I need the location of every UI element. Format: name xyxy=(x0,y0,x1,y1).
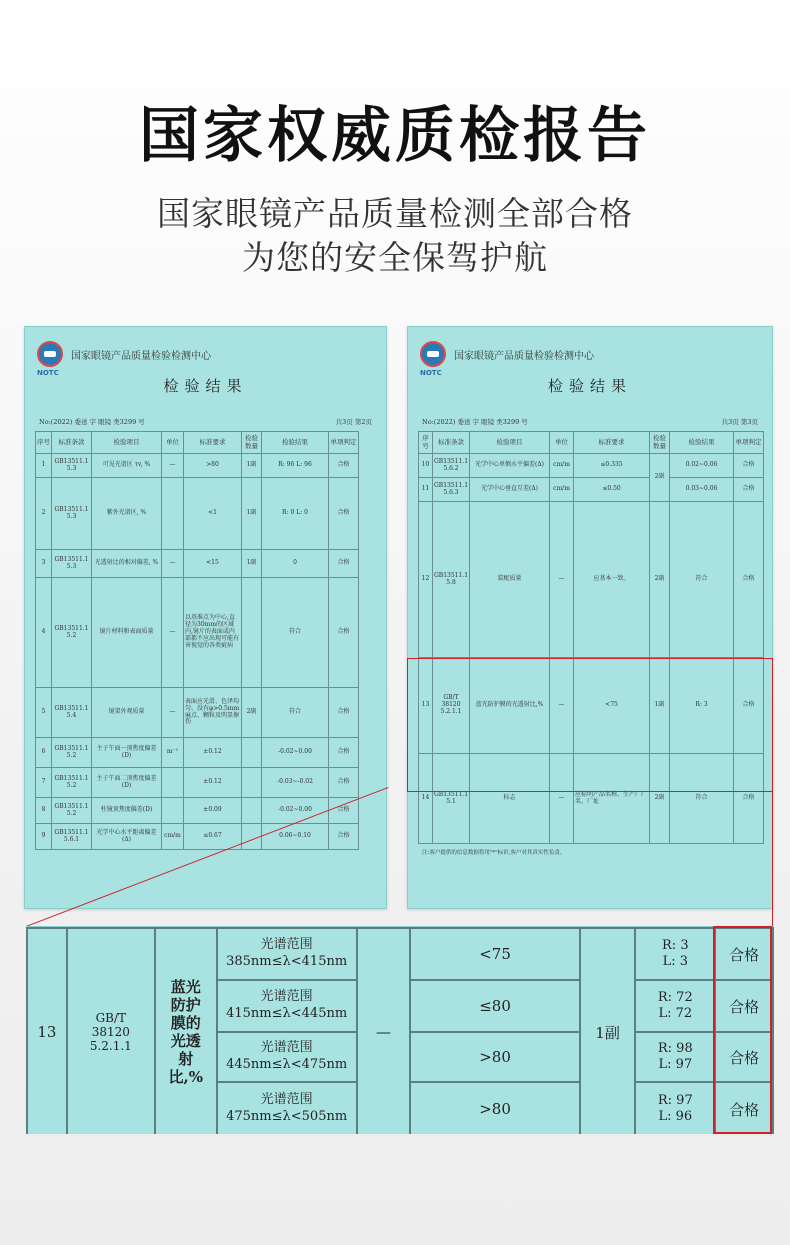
cell-unit: cm/m xyxy=(162,824,184,850)
result-r: R: 98 xyxy=(657,1040,693,1056)
cell-unit: cm/m xyxy=(550,454,574,478)
verdict-highlight-box xyxy=(713,926,772,1134)
cell-verdict: 合格 xyxy=(329,550,359,578)
zoom-req-3: >80 xyxy=(410,1032,579,1082)
cell-no: 12 xyxy=(419,502,433,658)
notc-logo-icon xyxy=(420,341,446,367)
table-row xyxy=(36,824,359,850)
table-row xyxy=(36,578,359,688)
cell-unit: — xyxy=(162,550,184,578)
table-row xyxy=(419,478,764,502)
cell-unit xyxy=(162,768,184,798)
zoom-result-2 xyxy=(635,980,715,1032)
zoomed-row-13 xyxy=(26,926,774,1134)
cell-verdict: 合格 xyxy=(329,578,359,688)
cell-req: 应标明产品名称、生产厂厂名、厂址 xyxy=(574,754,650,844)
report-ref: No:(2022) 委送 字 眼镜 类3299 号 xyxy=(422,418,528,426)
cell-item: 柱镜顶焦度偏差(D) xyxy=(92,798,162,824)
cell-unit: — xyxy=(550,754,574,844)
cell-unit: — xyxy=(550,658,574,754)
cell-no: 1 xyxy=(36,454,52,478)
range-value: 475nm≤λ<505nm xyxy=(226,1109,348,1124)
cell-no: 7 xyxy=(36,768,52,798)
subtitle-safety: 为您的安全保驾护航 xyxy=(242,238,548,277)
cell-result: 0.02~0.06 xyxy=(670,454,734,478)
col-no: 序号 xyxy=(36,432,52,454)
cell-item: 标志 xyxy=(470,754,550,844)
cell-no: 11 xyxy=(419,478,433,502)
table-row xyxy=(419,502,764,658)
cell-req: ±0.12 xyxy=(184,738,242,768)
col-clause: 标准条款 xyxy=(52,432,92,454)
notc-logo-icon xyxy=(37,341,63,367)
cell-no: 4 xyxy=(36,578,52,688)
cell-req: ≤0.335 xyxy=(574,454,650,478)
cell-clause: GB13511.1 5.6.2 xyxy=(433,454,470,478)
page-title: 国家权威质检报告 xyxy=(139,101,651,171)
table-row xyxy=(36,478,359,550)
cell-clause: GB13511.1 5.6.1 xyxy=(52,824,92,850)
cell-item: 紫外光谱区, % xyxy=(92,478,162,550)
col-item: 检验项目 xyxy=(470,432,550,454)
cell-qty xyxy=(242,738,262,768)
zoom-req-4: >80 xyxy=(410,1082,579,1134)
cell-result: R: 3 xyxy=(670,658,734,754)
connector-line-vertical xyxy=(772,658,773,926)
cell-verdict: 合格 xyxy=(329,688,359,738)
col-qty: 检验数量 xyxy=(242,432,262,454)
page-number: 共3页 第2页 xyxy=(335,418,372,426)
zoom-cell-no: 13 xyxy=(27,928,67,1134)
zoom-cell-clause: GB/T 38120 5.2.1.1 xyxy=(67,928,155,1134)
cell-req: ±0.12 xyxy=(184,768,242,798)
cell-verdict: 合格 xyxy=(734,754,764,844)
result-r: R: 3 xyxy=(662,937,689,953)
center-name: 国家眼镜产品质量检验检测中心 xyxy=(71,350,211,362)
zoom-cell-item: 蓝光防护膜的光透射比,% xyxy=(155,928,217,1134)
cell-item: 蓝光防护膜的光透射比,% xyxy=(470,658,550,754)
col-req: 标准要求 xyxy=(184,432,242,454)
cell-qty: 2副 xyxy=(242,688,262,738)
cell-qty: 2副 xyxy=(650,502,670,658)
cell-verdict: 合格 xyxy=(734,502,764,658)
range-title: 光谱范围 xyxy=(260,1092,313,1108)
cell-qty: 1副 xyxy=(242,454,262,478)
cell-result: 符合 xyxy=(262,578,329,688)
zoom-result-3 xyxy=(635,1032,715,1082)
cell-qty xyxy=(242,768,262,798)
page-number: 共3页 第3页 xyxy=(721,418,758,426)
cell-clause: GB13511.1 5.8 xyxy=(433,502,470,658)
cell-req: <1 xyxy=(184,478,242,550)
cell-result: R: 0 L: 0 xyxy=(262,478,329,550)
zoom-cell-unit: — xyxy=(357,928,411,1134)
cell-verdict: 合格 xyxy=(329,454,359,478)
cell-req: <75 xyxy=(574,658,650,754)
cell-no: 9 xyxy=(36,824,52,850)
cell-clause: GB13511.1 5.2 xyxy=(52,798,92,824)
cell-no: 2 xyxy=(36,478,52,550)
range-title: 光谱范围 xyxy=(260,989,313,1005)
col-no: 序号 xyxy=(419,432,433,454)
cell-unit: — xyxy=(162,688,184,738)
cell-qty: 2副 xyxy=(650,454,670,502)
results-heading: 检验结果 xyxy=(547,377,632,395)
cell-req: >80 xyxy=(184,454,242,478)
table-row xyxy=(36,738,359,768)
cell-result: 0.06~0.10 xyxy=(262,824,329,850)
cell-clause: GB13511.1 5.3 xyxy=(52,478,92,550)
cell-qty: 2副 xyxy=(650,754,670,844)
cell-clause: GB13511.1 5.6.3 xyxy=(433,478,470,502)
zoom-result-4 xyxy=(635,1082,715,1134)
cell-no: 8 xyxy=(36,798,52,824)
col-clause: 标准条款 xyxy=(433,432,470,454)
zoom-cell-qty: 1副 xyxy=(580,928,636,1134)
zoom-verdict-3: 合格 xyxy=(715,1032,773,1082)
cell-verdict: 合格 xyxy=(329,738,359,768)
cell-item: 可见光谱区 τv, % xyxy=(92,454,162,478)
zoom-verdict-4: 合格 xyxy=(715,1082,773,1134)
col-unit: 单位 xyxy=(550,432,574,454)
cell-clause: GB/T 38120 5.2.1.1 xyxy=(433,658,470,754)
cell-unit: m⁻¹ xyxy=(162,738,184,768)
cell-verdict: 合格 xyxy=(329,824,359,850)
cell-item: 光学中心垂直互差(Δ) xyxy=(470,478,550,502)
cell-req: ±0.09 xyxy=(184,798,242,824)
cell-qty xyxy=(242,578,262,688)
cell-result: -0.02~0.00 xyxy=(262,798,329,824)
results-heading: 检验结果 xyxy=(163,377,248,395)
cell-item: 光学中心单侧水平偏差(Δ) xyxy=(470,454,550,478)
cell-item: 光学中心水平距离偏差(Δ) xyxy=(92,824,162,850)
cell-req: ≤0.67 xyxy=(184,824,242,850)
zoom-range-4 xyxy=(217,1082,357,1134)
report-sheet-page-3 xyxy=(407,326,773,909)
cell-verdict: 合格 xyxy=(329,478,359,550)
zoom-req-1: <75 xyxy=(410,928,579,980)
cell-req: 表面应光滑、色泽均匀、没有φ>0.5mm麻点、颗粒及明显擦伤 xyxy=(184,688,242,738)
cell-req: <15 xyxy=(184,550,242,578)
cell-no: 6 xyxy=(36,738,52,768)
cell-item: 主子午面二顶焦度偏差(D) xyxy=(92,768,162,798)
center-name: 国家眼镜产品质量检验检测中心 xyxy=(454,350,594,362)
cell-result: R: 96 L: 96 xyxy=(262,454,329,478)
cell-item: 装配质量 xyxy=(470,502,550,658)
cell-qty: 1副 xyxy=(242,550,262,578)
zoom-verdict-1: 合格 xyxy=(715,928,773,980)
cell-verdict: 合格 xyxy=(734,658,764,754)
cell-unit xyxy=(162,798,184,824)
col-result: 检验结果 xyxy=(262,432,329,454)
cell-unit xyxy=(162,478,184,550)
cell-no: 14 xyxy=(419,754,433,844)
cell-result: 0.03~0.06 xyxy=(670,478,734,502)
cell-unit: — xyxy=(550,502,574,658)
cell-req: 以基准点为中心,直径为30mm的区域内,镜片的表面或内部都不应出现可能有害视觉的各类疵病 xyxy=(184,578,242,688)
report-sheet-page-2 xyxy=(24,326,387,909)
cell-result: 符合 xyxy=(262,688,329,738)
report-ref: No:(2022) 委送 字 眼镜 类3299 号 xyxy=(39,418,145,426)
cell-result: -0.02~0.00 xyxy=(262,738,329,768)
result-l: L: 96 xyxy=(658,1109,693,1124)
notc-label: NOTC xyxy=(420,369,442,377)
zoom-req-2: ≤80 xyxy=(410,980,579,1032)
table-row xyxy=(36,768,359,798)
cell-clause: GB13511.1 5.1 xyxy=(433,754,470,844)
cell-no: 3 xyxy=(36,550,52,578)
col-qty: 检验数量 xyxy=(650,432,670,454)
cell-qty: 1副 xyxy=(650,658,670,754)
zoom-table xyxy=(26,927,774,1134)
cell-verdict: 合格 xyxy=(329,798,359,824)
zoom-range-3 xyxy=(217,1032,357,1082)
notc-label: NOTC xyxy=(37,369,59,377)
cell-item: 镜架外观质量 xyxy=(92,688,162,738)
footnote: 注:客户提供的信息数据将用"*"标识,客户对其真实性负责。 xyxy=(422,850,566,856)
table-row xyxy=(36,454,359,478)
col-unit: 单位 xyxy=(162,432,184,454)
cell-result: 符合 xyxy=(670,754,734,844)
table-row xyxy=(36,688,359,738)
cell-no: 13 xyxy=(419,658,433,754)
cell-unit: cm/m xyxy=(550,478,574,502)
result-l: L: 3 xyxy=(662,954,689,969)
table-row xyxy=(36,550,359,578)
zoom-verdict-2: 合格 xyxy=(715,980,773,1032)
cell-result: -0.03~-0.02 xyxy=(262,768,329,798)
cell-verdict: 合格 xyxy=(734,478,764,502)
col-req: 标准要求 xyxy=(574,432,650,454)
results-table-left xyxy=(35,431,359,850)
cell-unit: — xyxy=(162,454,184,478)
cell-result: 符合 xyxy=(670,502,734,658)
cell-clause: GB13511.1 5.2 xyxy=(52,578,92,688)
col-item: 检验项目 xyxy=(92,432,162,454)
result-l: L: 72 xyxy=(658,1006,693,1021)
range-title: 光谱范围 xyxy=(260,937,313,953)
cell-unit: — xyxy=(162,578,184,688)
table-row xyxy=(419,454,764,478)
cell-qty: 1副 xyxy=(242,478,262,550)
result-r: R: 72 xyxy=(657,989,693,1005)
highlight-box xyxy=(407,658,773,792)
cell-clause: GB13511.1 5.2 xyxy=(52,768,92,798)
cell-item: 主子午面一顶焦度偏差(D) xyxy=(92,738,162,768)
cell-req: 应基本一致。 xyxy=(574,502,650,658)
zoom-range-1 xyxy=(217,928,357,980)
range-value: 385nm≤λ<415nm xyxy=(226,954,348,969)
cell-item: 镜片材料和表面质量 xyxy=(92,578,162,688)
cell-clause: GB13511.1 5.4 xyxy=(52,688,92,738)
cell-item: 光透射比的相对偏差, % xyxy=(92,550,162,578)
range-value: 445nm≤λ<475nm xyxy=(226,1057,348,1072)
col-verdict: 单项判定 xyxy=(329,432,359,454)
cell-clause: GB13511.1 5.3 xyxy=(52,550,92,578)
cell-verdict: 合格 xyxy=(329,768,359,798)
cell-no: 5 xyxy=(36,688,52,738)
range-value: 415nm≤λ<445nm xyxy=(226,1006,348,1021)
zoom-result-1 xyxy=(635,928,715,980)
cell-result: 0 xyxy=(262,550,329,578)
subtitle-quality: 国家眼镜产品质量检测全部合格 xyxy=(157,194,633,233)
cell-req: ≤0.50 xyxy=(574,478,650,502)
cell-clause: GB13511.1 5.3 xyxy=(52,454,92,478)
zoom-range-2 xyxy=(217,980,357,1032)
col-result: 检验结果 xyxy=(670,432,734,454)
cell-clause: GB13511.1 5.2 xyxy=(52,738,92,768)
result-l: L: 97 xyxy=(658,1057,693,1072)
cell-verdict: 合格 xyxy=(734,454,764,478)
table-row xyxy=(36,798,359,824)
col-verdict: 单项判定 xyxy=(734,432,764,454)
range-title: 光谱范围 xyxy=(260,1040,313,1056)
cell-no: 10 xyxy=(419,454,433,478)
result-r: R: 97 xyxy=(657,1092,693,1108)
cell-qty xyxy=(242,798,262,824)
